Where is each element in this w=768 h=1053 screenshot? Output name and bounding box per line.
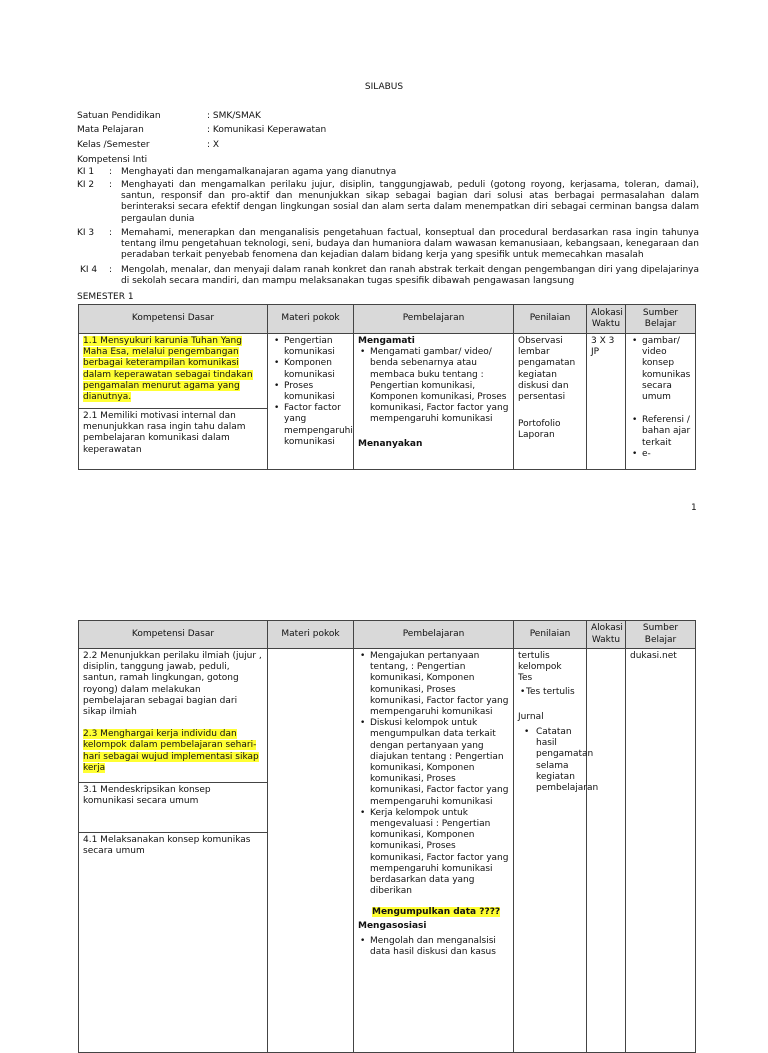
sumber-item: • Referensi / bahan ajar terkait (630, 415, 691, 449)
header-penilaian: Penilaian (514, 621, 587, 649)
penilaian-laporan: Laporan (518, 430, 555, 441)
info-label: Kelas /Semester (77, 140, 150, 150)
penilaian-portofolio: Portofolio (518, 419, 561, 430)
sumber-item: • e- (630, 449, 691, 460)
materi-item: • Komponen komunikasi (272, 358, 349, 380)
ki-label: KI 1 (77, 167, 95, 177)
materi-cell (268, 649, 354, 1053)
penilaian-lembar: lembar pengamatan kegiatan diskusi dan persentasi (518, 347, 576, 403)
info-label: Mata Pelajaran (77, 125, 144, 135)
ki-text: Memahami, menerapkan dan menganalisis pengetahuan factual, konseptual dan procedural berdasarkan rasa ingin tahunya tentang ilmu pengetahuan teknologi, seni, budaya dan humaniora dalam wawasan kemanusiaan, kebangsaan, kenegaraan dan peradaban terkait penyebab fenomena dan kejadian dalam bidang kerja yang spesifik untuk memecahkan masalah (121, 228, 699, 261)
info-label: Satuan Pendidikan (77, 111, 161, 121)
header-sumber-belajar: Sumber Belajar (626, 621, 696, 649)
sumber-cell (626, 334, 696, 470)
penilaian-cell (514, 334, 587, 470)
header-kompetensi-dasar: Kompetensi Dasar (79, 621, 268, 649)
semester-label: SEMESTER 1 (77, 292, 134, 302)
kd-2-3: 2.3 Menghargai kerja individu dan kelompok dalam pembelajaran sehari-hari sebagai wujud implementasi sikap kerja (83, 729, 259, 773)
ki-label: KI 3 (77, 228, 95, 238)
penilaian-tes: Tes (518, 673, 533, 684)
header-penilaian: Penilaian (514, 305, 587, 334)
header-materi-pokok: Materi pokok (268, 305, 354, 334)
ki-colon: : (109, 167, 113, 177)
syllabus-table-page2 (78, 620, 696, 1053)
ki-text: Menghayati dan mengamalkan perilaku jujur, disiplin, tanggungjawab, peduli (gotong royong, kerjasama, toleran, damai), santun, responsif dan pro-aktif dan menunjukkan sikap sebagai bagian dari solusi atas berbagai permasalahan dalam berinteraksi secara efektif dengan lingkungan sosial dan alam serta dalam menempatkan diri sebagai cerminan bangsa dalam pergaulan dunia (121, 180, 699, 224)
sumber-cell: dukasi.net (626, 649, 696, 1053)
header-alokasi-waktu: Alokasi Waktu (587, 621, 626, 649)
materi-cell (268, 334, 354, 470)
header-kompetensi-dasar: Kompetensi Dasar (79, 305, 268, 334)
document-title: SILABUS (364, 82, 404, 92)
alokasi-cell: 3 X 3 JP (587, 334, 626, 470)
mengamati-title: Mengamati (358, 336, 415, 346)
sumber-item: • gambar/ video konsep komunikas secara umum (630, 336, 691, 403)
info-value: : X (207, 140, 220, 150)
ki-colon: : (109, 180, 113, 190)
penilaian-jurnal: Jurnal (518, 711, 544, 722)
alokasi-cell (587, 649, 626, 1053)
pembelajaran-cell (354, 334, 514, 470)
page-number: 1 (691, 503, 697, 513)
header-pembelajaran: Pembelajaran (354, 305, 514, 334)
header-pembelajaran: Pembelajaran (354, 621, 514, 649)
penilaian-tertulis: tertulis kelompok (518, 651, 562, 673)
penilaian-observasi: Observasi (518, 336, 563, 346)
kd-1-1: 1.1 Mensyukuri karunia Tuhan Yang Maha Esa, melalui pengembangan berbagai keterampilan komunikasi dalam keperawatan sebagai tindakan pengamalan menurut agama yang dianutnya. (83, 336, 253, 403)
materi-item: • Factor factor yang mempengaruhi komunikasi (272, 403, 349, 448)
ki-label: KI 2 (77, 180, 95, 190)
ki-label: KI 4 (80, 265, 98, 275)
mengasosiasi-item: • Mengolah dan menganalsisi data hasil diskusi dan kasus (358, 936, 509, 958)
ki-heading: Kompetensi Inti (77, 155, 148, 165)
penilaian-cell (514, 649, 599, 1053)
ki-text: Mengolah, menalar, dan menyaji dalam ranah konkret dan ranah abstrak terkait dengan pengembangan diri yang dipelajarinya di sekolah secara mandiri, dan mampu melaksanakan tugas spesifik dibawah pengawasan langsung (121, 265, 699, 287)
penilaian-tes-tertulis: • Tes tertulis (518, 687, 582, 698)
kd-2-2-2-3-cell (79, 649, 268, 783)
menanyakan-title: Menanyakan (358, 438, 423, 449)
materi-item: • Pengertian komunikasi (272, 336, 349, 358)
pembelajaran-item: • Kerja kelompok untuk mengevaluasi : Pengertian komunikasi, Komponen komunikasi, Proses komunikasi, Factor factor yang mempengaruhi komunikasi berdasarkan data yang diberikan (358, 808, 509, 898)
mengasosiasi-title: Mengasosiasi (358, 920, 427, 931)
info-value: : SMK/SMAK (207, 111, 261, 121)
materi-item: • Proses komunikasi (272, 381, 349, 403)
kd-2-1: 2.1 Memiliki motivasi internal dan menunjukkan rasa ingin tahu dalam pembelajaran komunikasi dalam keperawatan (79, 409, 268, 470)
ki-text: Menghayati dan mengamalkanajaran agama yang dianutnya (121, 167, 397, 177)
syllabus-table-page1 (78, 304, 696, 470)
kd-4-1: 4.1 Melaksanakan konsep komunikas secara umum (79, 833, 268, 1053)
penilaian-catatan: • Catatan hasil pengamatan selama kegiatan pembelajaran (522, 727, 582, 794)
kd-2-2: 2.2 Menunjukkan perilaku ilmiah (jujur , disiplin, tanggung jawab, peduli, santun, ramah lingkungan, gotong royong) dalam melakukan pembelajaran sebagai bagian dari sikap ilmiah (83, 651, 262, 718)
kd-1-1-cell (79, 334, 268, 409)
info-value: : Komunikasi Keperawatan (207, 125, 327, 135)
pembelajaran-cell (354, 649, 514, 1053)
mengumpulkan-title: Mengumpulkan data ???? (372, 907, 501, 918)
header-alokasi-waktu: Alokasi Waktu (587, 305, 626, 334)
mengamati-item: • Mengamati gambar/ video/ benda sebenarnya atau membaca buku tentang : Pengertian komunikasi, Komponen komunikasi, Proses komunikasi, Factor factor yang mempengaruhi komunikasi (358, 347, 509, 425)
header-materi-pokok: Materi pokok (268, 621, 354, 649)
header-sumber-belajar: Sumber Belajar (626, 305, 696, 334)
kd-3-1: 3.1 Mendeskripsikan konsep komunikasi secara umum (79, 783, 268, 833)
ki-colon: : (109, 265, 113, 275)
ki-colon: : (109, 228, 113, 238)
pembelajaran-item: • Mengajukan pertanyaan tentang, : Pengertian komunikasi, Komponen komunikasi, Proses komunikasi, Factor factor yang mempengaruhi komunikasi (358, 651, 509, 718)
pembelajaran-item: • Diskusi kelompok untuk mengumpulkan data terkait dengan pertanyaan yang diajukan tentang : Pengertian komunikasi, Komponen komunikasi, Proses komunikasi, Factor factor yang mempengaruhi komunikasi (358, 718, 509, 808)
